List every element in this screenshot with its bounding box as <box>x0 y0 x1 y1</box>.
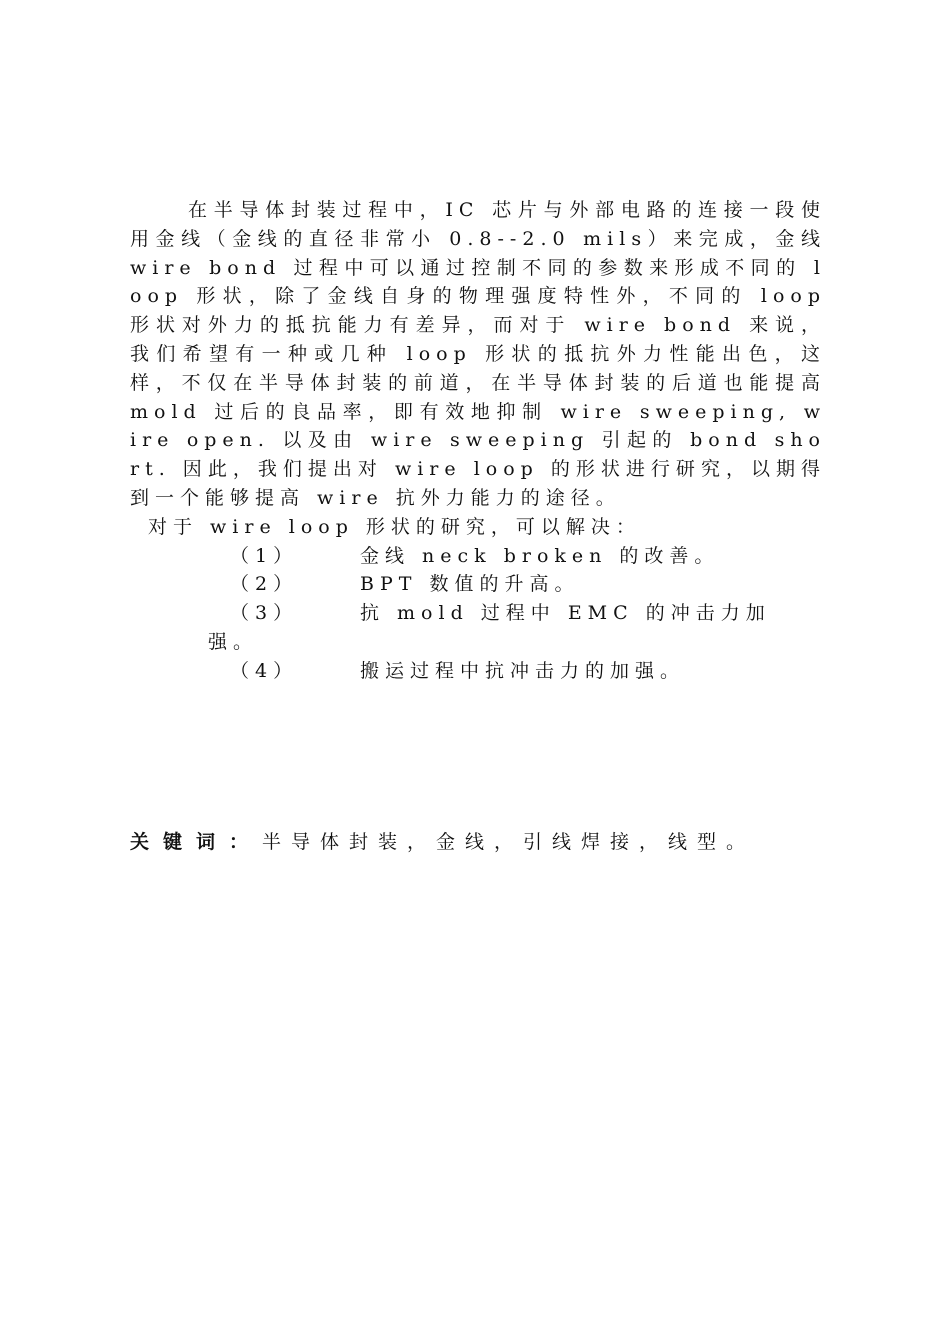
list-item <box>130 570 826 599</box>
list-item <box>130 599 826 657</box>
list-number: （3） <box>230 602 299 625</box>
keywords-label: 关键词： <box>130 831 263 853</box>
list-text: 搬运过程中抗冲击力的加强。 <box>360 659 686 682</box>
keywords-text: 半导体封装，金线，引线焊接，线型。 <box>262 831 756 853</box>
list-text: BPT 数值的升高。 <box>360 573 580 596</box>
abstract-body <box>130 196 826 686</box>
solution-list <box>130 542 826 686</box>
list-number: （2） <box>230 573 299 596</box>
list-text-line: 抗 mold 过程中 EMC 的冲击力加 <box>360 602 771 625</box>
list-number: （1） <box>230 544 299 567</box>
list-item <box>130 542 826 571</box>
list-number: （4） <box>230 659 299 682</box>
abstract-paragraph: 在半导体封装过程中，IC 芯片与外部电路的连接一段使用金线（金线的直径非常小 0.8--2.0 mils）来完成，金线 wire bond 过程中可以通过控制不同的参数来形成不同的 loop 形状，除了金线自身的物理强度特性外，不同的 loop 形状对外力的抵抗能力有差异，而对于 wire bond 来说，我们希望有一种或几种 loop 形状的抵抗外力性能出色，这样，不仅在半导体封装的前道，在半导体封装的后道也能提高 mold 过后的良品率，即有效地抑制 wire sweeping, wire open. 以及由 wire sweeping 引起的 bond short. 因此，我们提出对 wire loop 的形状进行研究，以期得到一个能够提高 wire 抗外力能力的途径。 <box>130 199 826 509</box>
list-item <box>130 657 826 686</box>
list-text: 金线 neck broken 的改善。 <box>360 544 720 567</box>
intro-line: 对于 wire loop 形状的研究，可以解决： <box>148 515 641 538</box>
keywords-line <box>130 828 826 857</box>
list-text <box>208 599 826 657</box>
list-text-continuation: 强。 <box>208 630 259 653</box>
